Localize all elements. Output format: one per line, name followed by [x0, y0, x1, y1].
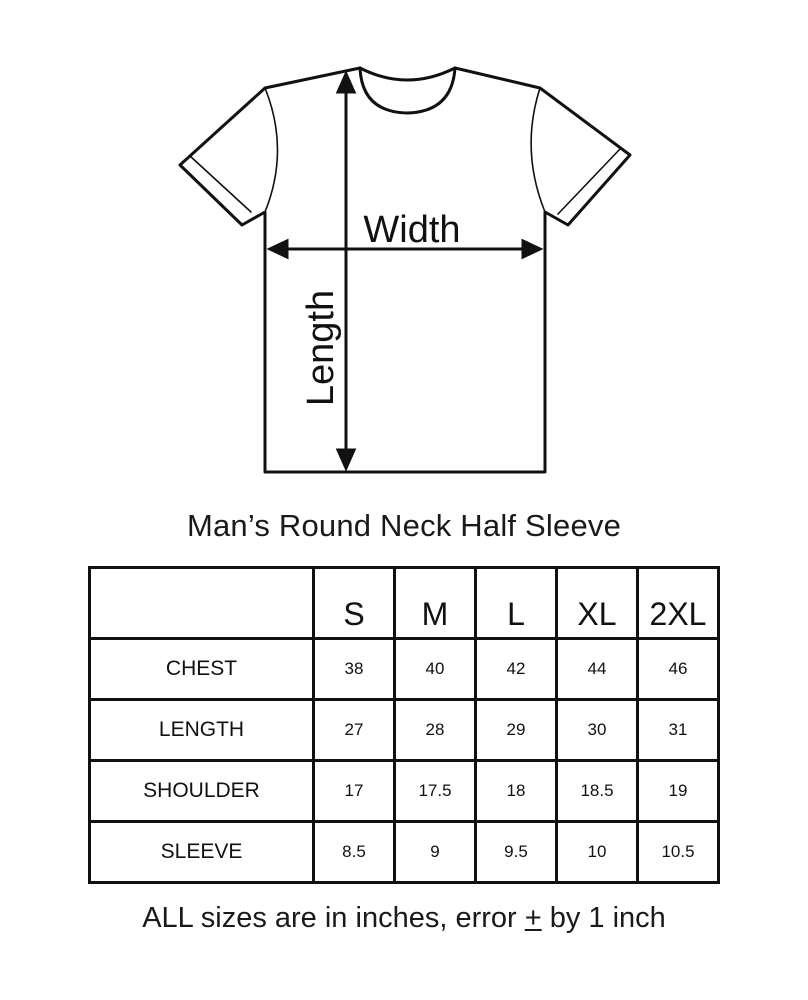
length-arrow	[338, 74, 354, 468]
table-cell: 9	[395, 822, 476, 883]
plus-minus-symbol: +	[524, 902, 542, 934]
neckline-outer	[360, 68, 455, 80]
row-label-length: LENGTH	[90, 700, 314, 761]
table-cell: 40	[395, 639, 476, 700]
table-cell: 17.5	[395, 761, 476, 822]
note-text-before: ALL sizes are in inches, error	[142, 902, 525, 934]
table-cell: 38	[314, 639, 395, 700]
table-cell: 27	[314, 700, 395, 761]
table-cell: 30	[557, 700, 638, 761]
left-armhole-seam	[265, 88, 278, 212]
length-label: Length	[300, 289, 342, 407]
table-row	[90, 700, 719, 761]
table-cell: 9.5	[476, 822, 557, 883]
table-cell: 42	[476, 639, 557, 700]
size-header-s: S	[314, 568, 395, 639]
size-header-2xl: 2XL	[638, 568, 719, 639]
size-header-xl: XL	[557, 568, 638, 639]
table-cell: 18	[476, 761, 557, 822]
corner-cell	[90, 568, 314, 639]
note-text-after: by 1 inch	[541, 902, 666, 934]
row-label-chest: CHEST	[90, 639, 314, 700]
size-header-m: M	[395, 568, 476, 639]
row-label-shoulder: SHOULDER	[90, 761, 314, 822]
table-cell: 46	[638, 639, 719, 700]
table-cell: 28	[395, 700, 476, 761]
table-cell: 8.5	[314, 822, 395, 883]
table-row	[90, 639, 719, 700]
chart-title: Man’s Round Neck Half Sleeve	[186, 508, 622, 543]
table-cell: 31	[638, 700, 719, 761]
table-cell: 10.5	[638, 822, 719, 883]
right-armhole-seam	[531, 88, 545, 212]
header-row	[90, 568, 719, 639]
right-sleeve-hem	[558, 149, 620, 214]
size-header-l: L	[476, 568, 557, 639]
tshirt-outline	[180, 68, 630, 472]
table-cell: 18.5	[557, 761, 638, 822]
width-label: Width	[363, 209, 461, 251]
size-note	[0, 902, 808, 935]
table-cell: 29	[476, 700, 557, 761]
table-cell: 44	[557, 639, 638, 700]
row-label-sleeve: SLEEVE	[90, 822, 314, 883]
size-chart-table	[88, 566, 720, 884]
table-row	[90, 761, 719, 822]
table-row	[90, 822, 719, 883]
table-cell: 10	[557, 822, 638, 883]
table-cell: 17	[314, 761, 395, 822]
table-cell: 19	[638, 761, 719, 822]
